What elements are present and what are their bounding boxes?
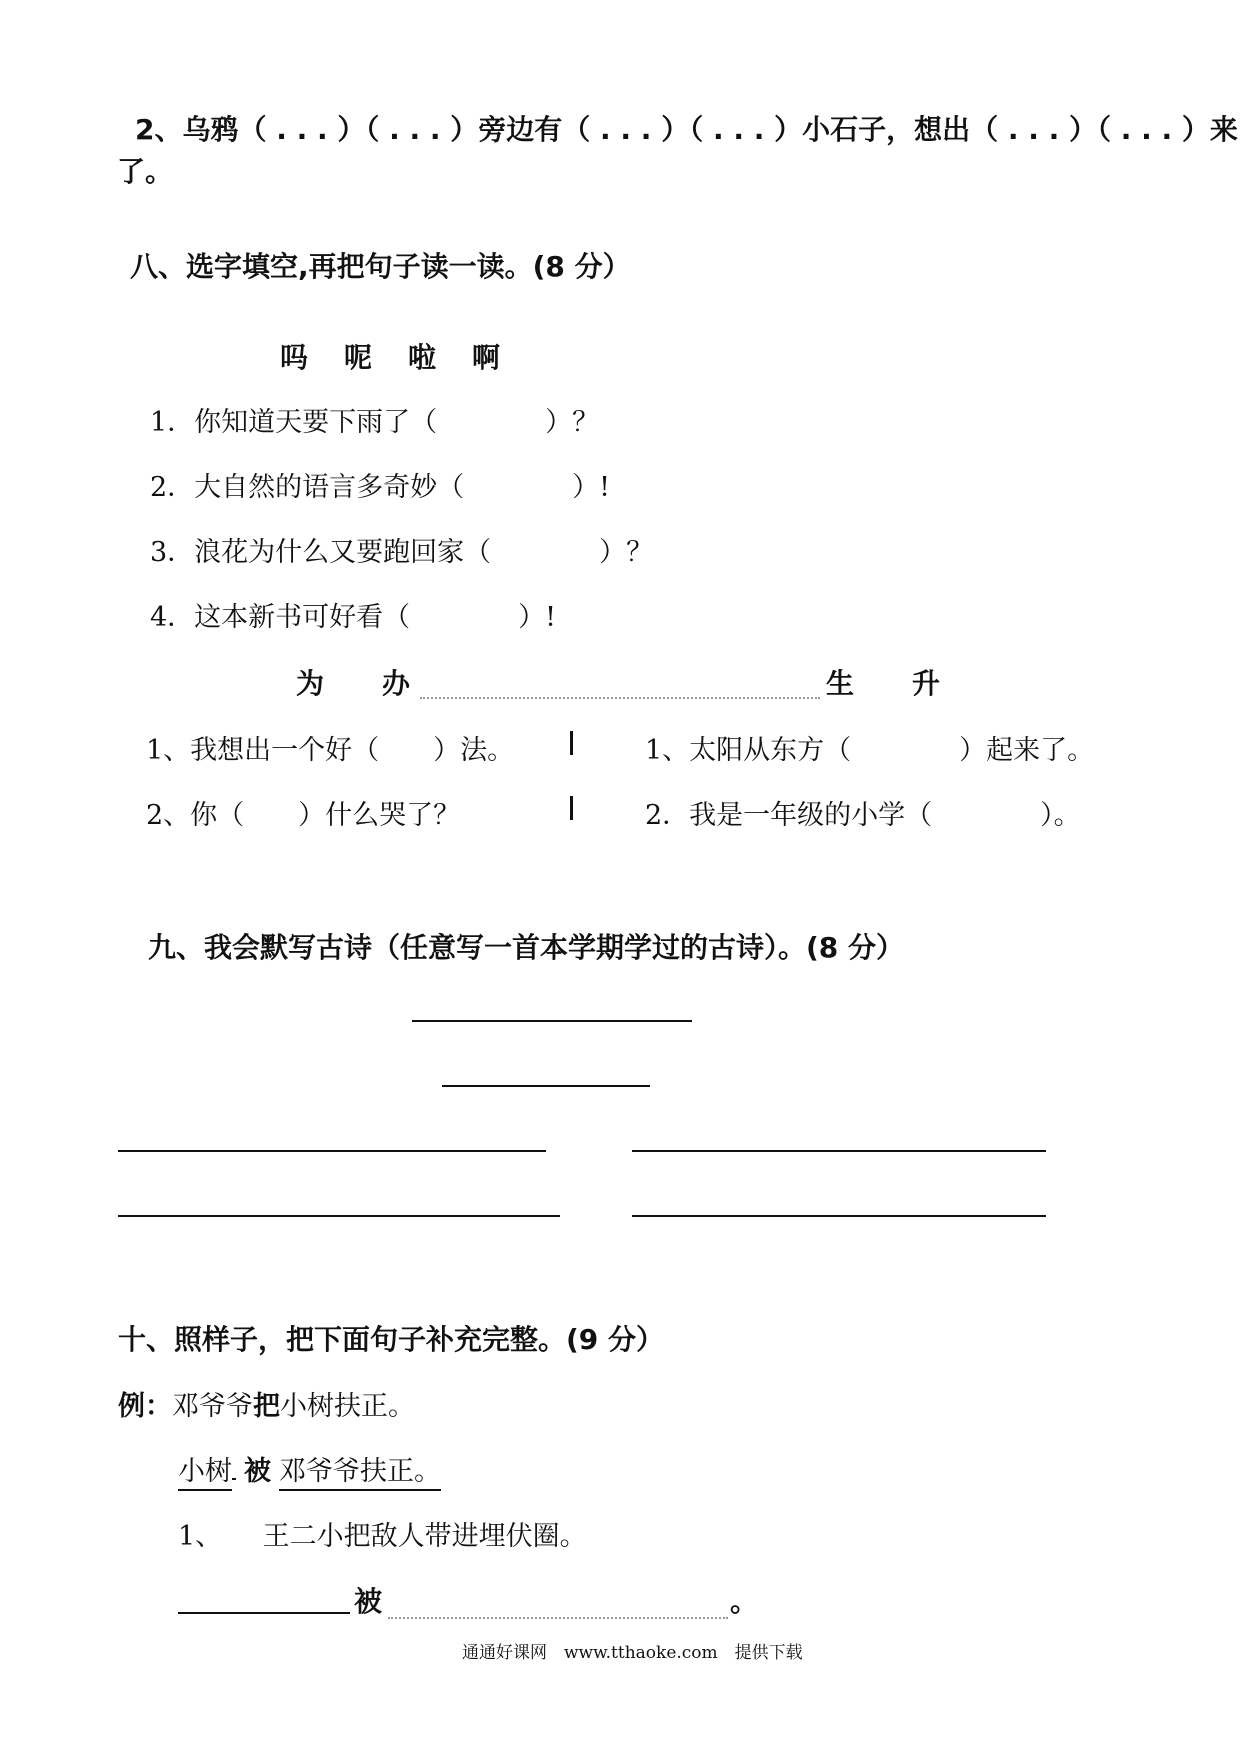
q8-group-dotted-divider bbox=[420, 684, 820, 703]
q8-left-item-1: 1、我想出一个好（ ）法。 bbox=[146, 735, 515, 766]
poem-title-line bbox=[412, 1020, 692, 1022]
q10-example-label: 例： bbox=[118, 1391, 172, 1422]
q10-example bbox=[118, 1384, 415, 1423]
poem-line-1 bbox=[118, 1150, 546, 1152]
q8-right-item-1: 1、太阳从东方（ ）起来了。 bbox=[645, 735, 1095, 766]
q10-item1-blank-b bbox=[388, 1604, 728, 1623]
q10-answer-b: 邓爷爷扶正。 bbox=[279, 1456, 441, 1491]
q10-example-post: 小树扶正。 bbox=[280, 1391, 415, 1422]
q7-item2-line1: 2、乌鸦（ . . . ）（ . . . ）旁边有（ . . . ）（ . . . ）小石子，想出（ . . . ）（ . . . ）来 bbox=[135, 113, 1238, 146]
q10-heading: 十、照样子，把下面句子补充完整。(9 分） bbox=[118, 1323, 665, 1356]
footer-source: 通通好课网 www.tthaoke.com 提供下载 bbox=[462, 1643, 803, 1663]
q10-item-1: 1、 王二小把敌人带进埋伏圈。 bbox=[178, 1521, 587, 1552]
q8-group-left-char-b: 办 bbox=[382, 667, 411, 700]
q9-heading: 九、我会默写古诗（任意写一首本学期学过的古诗）。(8 分） bbox=[148, 931, 905, 964]
q8-particles: 吗 呢 啦 啊 bbox=[280, 341, 505, 374]
q8-column-separator-2 bbox=[570, 796, 573, 820]
q8-heading: 八、选字填空,再把句子读一读。(8 分） bbox=[130, 250, 631, 283]
poem-line-4 bbox=[632, 1215, 1046, 1217]
q10-example-answer bbox=[178, 1449, 441, 1488]
q8-group-right-char-b: 升 bbox=[912, 667, 941, 700]
q8-item-3: 3．浪花为什么又要跑回家（ ）？ bbox=[150, 537, 654, 568]
q10-answer-key: 被 bbox=[244, 1456, 271, 1487]
q10-item1-key: 被 bbox=[354, 1585, 383, 1618]
q10-example-key: 把 bbox=[253, 1391, 280, 1422]
q8-column-separator-1 bbox=[570, 731, 573, 755]
q8-item-1: 1．你知道天要下雨了（ ）？ bbox=[150, 407, 600, 438]
poem-author-line bbox=[442, 1085, 650, 1087]
q10-item1-end: 。 bbox=[730, 1585, 759, 1618]
q10-answer-a: 小树 bbox=[178, 1456, 232, 1491]
q10-example-pre: 邓爷爷 bbox=[172, 1391, 253, 1422]
q7-item2-line2: 了。 bbox=[117, 155, 174, 188]
q8-group-right-char-a: 生 bbox=[826, 667, 855, 700]
q8-right-item-2: 2．我是一年级的小学（ ）。 bbox=[645, 800, 1081, 831]
poem-line-2 bbox=[632, 1150, 1046, 1152]
q8-item-2: 2．大自然的语言多奇妙（ ）! bbox=[150, 472, 611, 503]
poem-line-3 bbox=[118, 1215, 560, 1217]
q8-group-left-char-a: 为 bbox=[296, 667, 325, 700]
q10-item1-blank-a bbox=[178, 1612, 350, 1614]
q8-item-4: 4．这本新书可好看（ ）! bbox=[150, 602, 557, 633]
q8-left-item-2: 2、你（ ）什么哭了？ bbox=[146, 800, 461, 831]
